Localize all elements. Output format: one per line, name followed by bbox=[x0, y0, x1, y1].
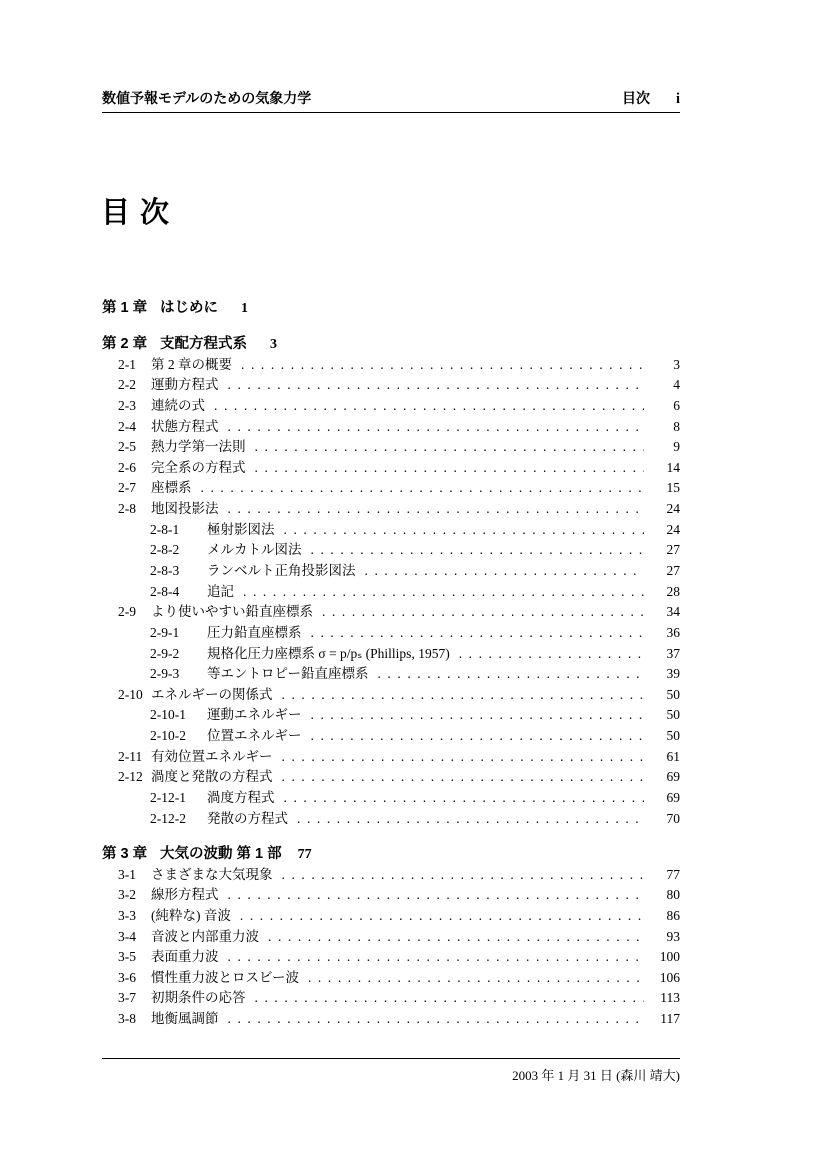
toc-entry-page: 100 bbox=[659, 949, 680, 965]
toc-entry-number: 2-3 bbox=[118, 397, 136, 413]
toc-entry-label: 熱力学第一法則 bbox=[151, 439, 246, 455]
running-header bbox=[102, 88, 680, 113]
toc-entry-label: ランベルト正角投影図法 bbox=[207, 563, 356, 578]
toc-entry-number: 第 2 章 bbox=[102, 335, 148, 352]
toc-dot-leader bbox=[201, 480, 645, 496]
toc-entry-number: 3-6 bbox=[118, 969, 136, 985]
running-header-page-number: i bbox=[675, 91, 680, 107]
toc-entry-number: 3-8 bbox=[118, 1011, 136, 1027]
toc-entry-page: 1 bbox=[241, 301, 248, 317]
toc-entry-page: 3 bbox=[270, 336, 277, 352]
toc-entry-page: 28 bbox=[666, 583, 680, 599]
toc-entry-section bbox=[102, 883, 680, 904]
toc-entry-subsection bbox=[102, 621, 680, 642]
toc-entry-section bbox=[102, 394, 680, 415]
toc-entry-number: 2-9-3 bbox=[150, 666, 180, 682]
toc-entry-page: 15 bbox=[666, 480, 680, 496]
toc-entry-number: 2-1 bbox=[118, 356, 136, 372]
toc-entry-label: 線形方程式 bbox=[151, 887, 219, 903]
toc-dot-leader bbox=[228, 1011, 645, 1027]
toc-entry-number: 2-8-4 bbox=[150, 583, 180, 599]
toc-entry-number: 3-2 bbox=[118, 887, 136, 903]
toc-entry-page: 9 bbox=[673, 439, 680, 455]
toc-entry-section bbox=[102, 456, 680, 477]
toc-entry-page: 37 bbox=[666, 645, 680, 661]
toc-dot-leader bbox=[282, 867, 645, 883]
toc-entry-number: 2-11 bbox=[118, 748, 143, 764]
toc-entry-label: 地図投影法 bbox=[151, 501, 219, 517]
toc-entry-section bbox=[102, 373, 680, 394]
toc-dot-leader bbox=[311, 728, 645, 744]
toc-entry-page: 8 bbox=[673, 418, 680, 434]
toc-dot-leader bbox=[268, 929, 644, 945]
toc-entry-label: 完全系の方程式 bbox=[151, 459, 246, 475]
toc-dot-leader bbox=[322, 604, 644, 620]
toc-dot-leader bbox=[228, 377, 645, 393]
toc-dot-leader bbox=[214, 398, 644, 414]
toc-entry-section bbox=[102, 497, 680, 518]
toc-entry-page: 50 bbox=[666, 728, 680, 744]
toc-entry-page: 80 bbox=[666, 887, 680, 903]
toc-entry-number: 第 3 章 bbox=[102, 845, 148, 862]
toc-dot-leader bbox=[311, 542, 645, 558]
toc-entry-page: 27 bbox=[666, 563, 680, 578]
toc-entry-number: 2-8-2 bbox=[150, 542, 180, 558]
toc-entry-page: 86 bbox=[666, 907, 680, 923]
toc-dot-leader bbox=[311, 707, 645, 723]
toc-entry-label: (純粋な) 音波 bbox=[151, 907, 231, 923]
toc-entry-section bbox=[102, 966, 680, 987]
toc-dot-leader bbox=[255, 990, 645, 1006]
toc-dot-leader bbox=[284, 790, 645, 806]
toc-entry-page: 61 bbox=[666, 748, 680, 764]
toc-dot-leader bbox=[228, 949, 645, 965]
toc-entry-subsection bbox=[102, 786, 680, 807]
toc-dot-leader bbox=[284, 522, 645, 538]
toc-entry-label: 連続の式 bbox=[151, 397, 205, 413]
toc-entry-number: 2-8 bbox=[118, 501, 136, 517]
toc-entry-section bbox=[102, 353, 680, 374]
toc-entry-section bbox=[102, 925, 680, 946]
toc-entry-subsection bbox=[102, 703, 680, 724]
toc-dot-leader bbox=[282, 749, 645, 765]
toc-entry-label: 初期条件の応答 bbox=[151, 990, 246, 1006]
toc-entry-page: 50 bbox=[666, 707, 680, 723]
toc-entry-page: 50 bbox=[666, 686, 680, 702]
toc-dot-leader bbox=[311, 625, 645, 641]
toc-entry-number: 2-6 bbox=[118, 459, 136, 475]
toc-entry-subsection bbox=[102, 642, 680, 663]
toc-entry-label: 圧力鉛直座標系 bbox=[207, 624, 302, 640]
toc-entry-label: 状態方程式 bbox=[151, 418, 219, 434]
toc-entry-label: 大気の波動 第 1 部 bbox=[160, 845, 282, 862]
toc-entry-label: はじめに bbox=[160, 300, 218, 317]
toc-entry-label: 位置エネルギー bbox=[207, 728, 302, 744]
toc-entry-page: 14 bbox=[666, 459, 680, 475]
toc-entry-label: 等エントロピー鉛直座標系 bbox=[207, 666, 369, 682]
toc-entry-page: 117 bbox=[660, 1011, 680, 1027]
toc-dot-leader bbox=[308, 970, 644, 986]
toc-entry-number: 2-7 bbox=[118, 480, 136, 496]
toc-entry-number: 2-10-1 bbox=[150, 707, 186, 723]
toc-dot-leader bbox=[243, 584, 644, 600]
running-header-title: 数値予報モデルのための気象力学 bbox=[102, 90, 312, 106]
toc-entry-label: より使いやすい鉛直座標系 bbox=[151, 604, 313, 620]
toc-entry-number: 3-3 bbox=[118, 907, 136, 923]
toc-entry-page: 24 bbox=[666, 501, 680, 517]
toc-entry-label: 運動方程式 bbox=[151, 377, 219, 393]
toc-entry-label: 音波と内部重力波 bbox=[151, 928, 259, 944]
toc-entry-number: 3-7 bbox=[118, 990, 136, 1006]
toc-entry-page: 77 bbox=[297, 846, 312, 862]
running-header-right bbox=[622, 88, 680, 108]
toc-dot-leader bbox=[297, 811, 644, 827]
toc-entry-number: 2-9-1 bbox=[150, 624, 180, 640]
toc-entry-number: 2-8-1 bbox=[150, 521, 180, 537]
toc-entry-page: 69 bbox=[666, 769, 680, 785]
toc-entry-section bbox=[102, 863, 680, 884]
toc-entry-number: 2-10 bbox=[118, 686, 143, 702]
toc-entry-section bbox=[102, 683, 680, 704]
toc-entry-label: 第 2 章の概要 bbox=[151, 356, 232, 372]
toc-entry-subsection bbox=[102, 518, 680, 539]
running-header-section-label: 目次 bbox=[621, 90, 650, 106]
toc-entry-page: 70 bbox=[666, 810, 680, 826]
toc-entry-page: 113 bbox=[660, 990, 680, 1006]
toc-entry-label: 発散の方程式 bbox=[207, 810, 288, 826]
toc-entry-subsection bbox=[102, 580, 680, 601]
toc-entry-section bbox=[102, 600, 680, 621]
toc-entry-subsection bbox=[102, 724, 680, 745]
toc-entry-section bbox=[102, 904, 680, 925]
toc-entry-page: 4 bbox=[673, 377, 680, 393]
toc-list bbox=[102, 282, 680, 1028]
toc-entry-label: 渦度と発散の方程式 bbox=[151, 769, 273, 785]
toc-entry-page: 27 bbox=[666, 542, 680, 558]
toc-entry-number: 2-2 bbox=[118, 377, 136, 393]
toc-entry-subsection bbox=[102, 662, 680, 683]
toc-entry-section bbox=[102, 415, 680, 436]
toc-dot-leader bbox=[282, 687, 645, 703]
toc-dot-leader bbox=[228, 419, 645, 435]
toc-entry-label: メルカトル図法 bbox=[207, 542, 302, 558]
toc-dot-leader bbox=[255, 439, 645, 455]
toc-entry-label: 地衡風調節 bbox=[151, 1011, 219, 1027]
toc-dot-leader bbox=[459, 646, 644, 662]
toc-entry-label: 規格化圧力座標系 σ = p/pₛ (Phillips, 1957) bbox=[207, 645, 450, 661]
toc-entry-subsection bbox=[102, 538, 680, 559]
toc-dot-leader bbox=[282, 769, 645, 785]
toc-entry-label: さまざまな大気現象 bbox=[151, 866, 273, 882]
toc-entry-number: 2-9 bbox=[118, 604, 136, 620]
toc-dot-leader bbox=[240, 908, 644, 924]
toc-entry-page: 24 bbox=[666, 521, 680, 537]
toc-entry-label: 有効位置エネルギー bbox=[151, 748, 273, 764]
toc-entry-page: 39 bbox=[666, 666, 680, 682]
toc-entry-number: 2-12 bbox=[118, 769, 143, 785]
toc-entry-number: 3-5 bbox=[118, 949, 136, 965]
toc-entry-page: 36 bbox=[666, 624, 680, 640]
toc-entry-subsection bbox=[102, 807, 680, 828]
toc-dot-leader bbox=[228, 501, 645, 517]
toc-entry-number: 3-4 bbox=[118, 928, 136, 944]
toc-entry-number: 2-8-3 bbox=[150, 563, 180, 578]
toc-dot-leader bbox=[377, 666, 644, 682]
toc-entry-section bbox=[102, 435, 680, 456]
toc-entry-section bbox=[102, 476, 680, 497]
toc-entry-page: 93 bbox=[666, 928, 680, 944]
toc-dot-leader bbox=[255, 460, 645, 476]
toc-entry-page: 34 bbox=[666, 604, 680, 620]
toc-entry-page: 77 bbox=[666, 866, 680, 882]
toc-entry-section bbox=[102, 1007, 680, 1028]
toc-entry-number: 2-4 bbox=[118, 418, 136, 434]
toc-entry-number: 2-12-1 bbox=[150, 790, 186, 806]
toc-entry-chapter bbox=[102, 296, 680, 317]
toc-entry-chapter bbox=[102, 332, 680, 353]
toc-entry-number: 2-10-2 bbox=[150, 728, 186, 744]
toc-entry-page: 69 bbox=[666, 790, 680, 806]
toc-entry-number: 第 1 章 bbox=[102, 300, 148, 317]
toc-entry-page: 106 bbox=[659, 969, 680, 985]
toc-entry-section bbox=[102, 765, 680, 786]
toc-entry-label: 極射影図法 bbox=[207, 521, 275, 537]
page-footer bbox=[102, 1058, 680, 1084]
toc-entry-label: 慣性重力波とロスビー波 bbox=[151, 969, 299, 985]
toc-entry-page: 3 bbox=[673, 356, 680, 372]
toc-entry-section bbox=[102, 986, 680, 1007]
toc-entry-label: エネルギーの関係式 bbox=[151, 686, 273, 702]
toc-entry-number: 2-5 bbox=[118, 439, 136, 455]
toc-entry-number: 2-9-2 bbox=[150, 645, 180, 661]
toc-entry-label: 座標系 bbox=[151, 480, 192, 496]
toc-entry-section bbox=[102, 745, 680, 766]
toc-entry-label: 表面重力波 bbox=[151, 949, 219, 965]
toc-dot-leader bbox=[241, 357, 644, 373]
toc-entry-label: 支配方程式系 bbox=[160, 335, 247, 352]
toc-entry-label: 追記 bbox=[207, 583, 234, 599]
toc-entry-page: 6 bbox=[673, 397, 680, 413]
toc-entry-label: 運動エネルギー bbox=[207, 707, 302, 723]
page-title: 目 次 bbox=[101, 197, 171, 229]
toc-entry-label: 渦度方程式 bbox=[207, 790, 275, 806]
footer-credit: 2003 年 1 月 31 日 (森川 靖大) bbox=[512, 1068, 680, 1083]
toc-entry-number: 3-1 bbox=[118, 866, 136, 882]
toc-entry-number: 2-12-2 bbox=[150, 810, 186, 826]
toc-dot-leader bbox=[228, 887, 645, 903]
toc-entry-chapter bbox=[102, 842, 680, 863]
toc-entry-section bbox=[102, 945, 680, 966]
toc-entry-subsection bbox=[102, 559, 680, 580]
toc-dot-leader bbox=[365, 563, 645, 579]
